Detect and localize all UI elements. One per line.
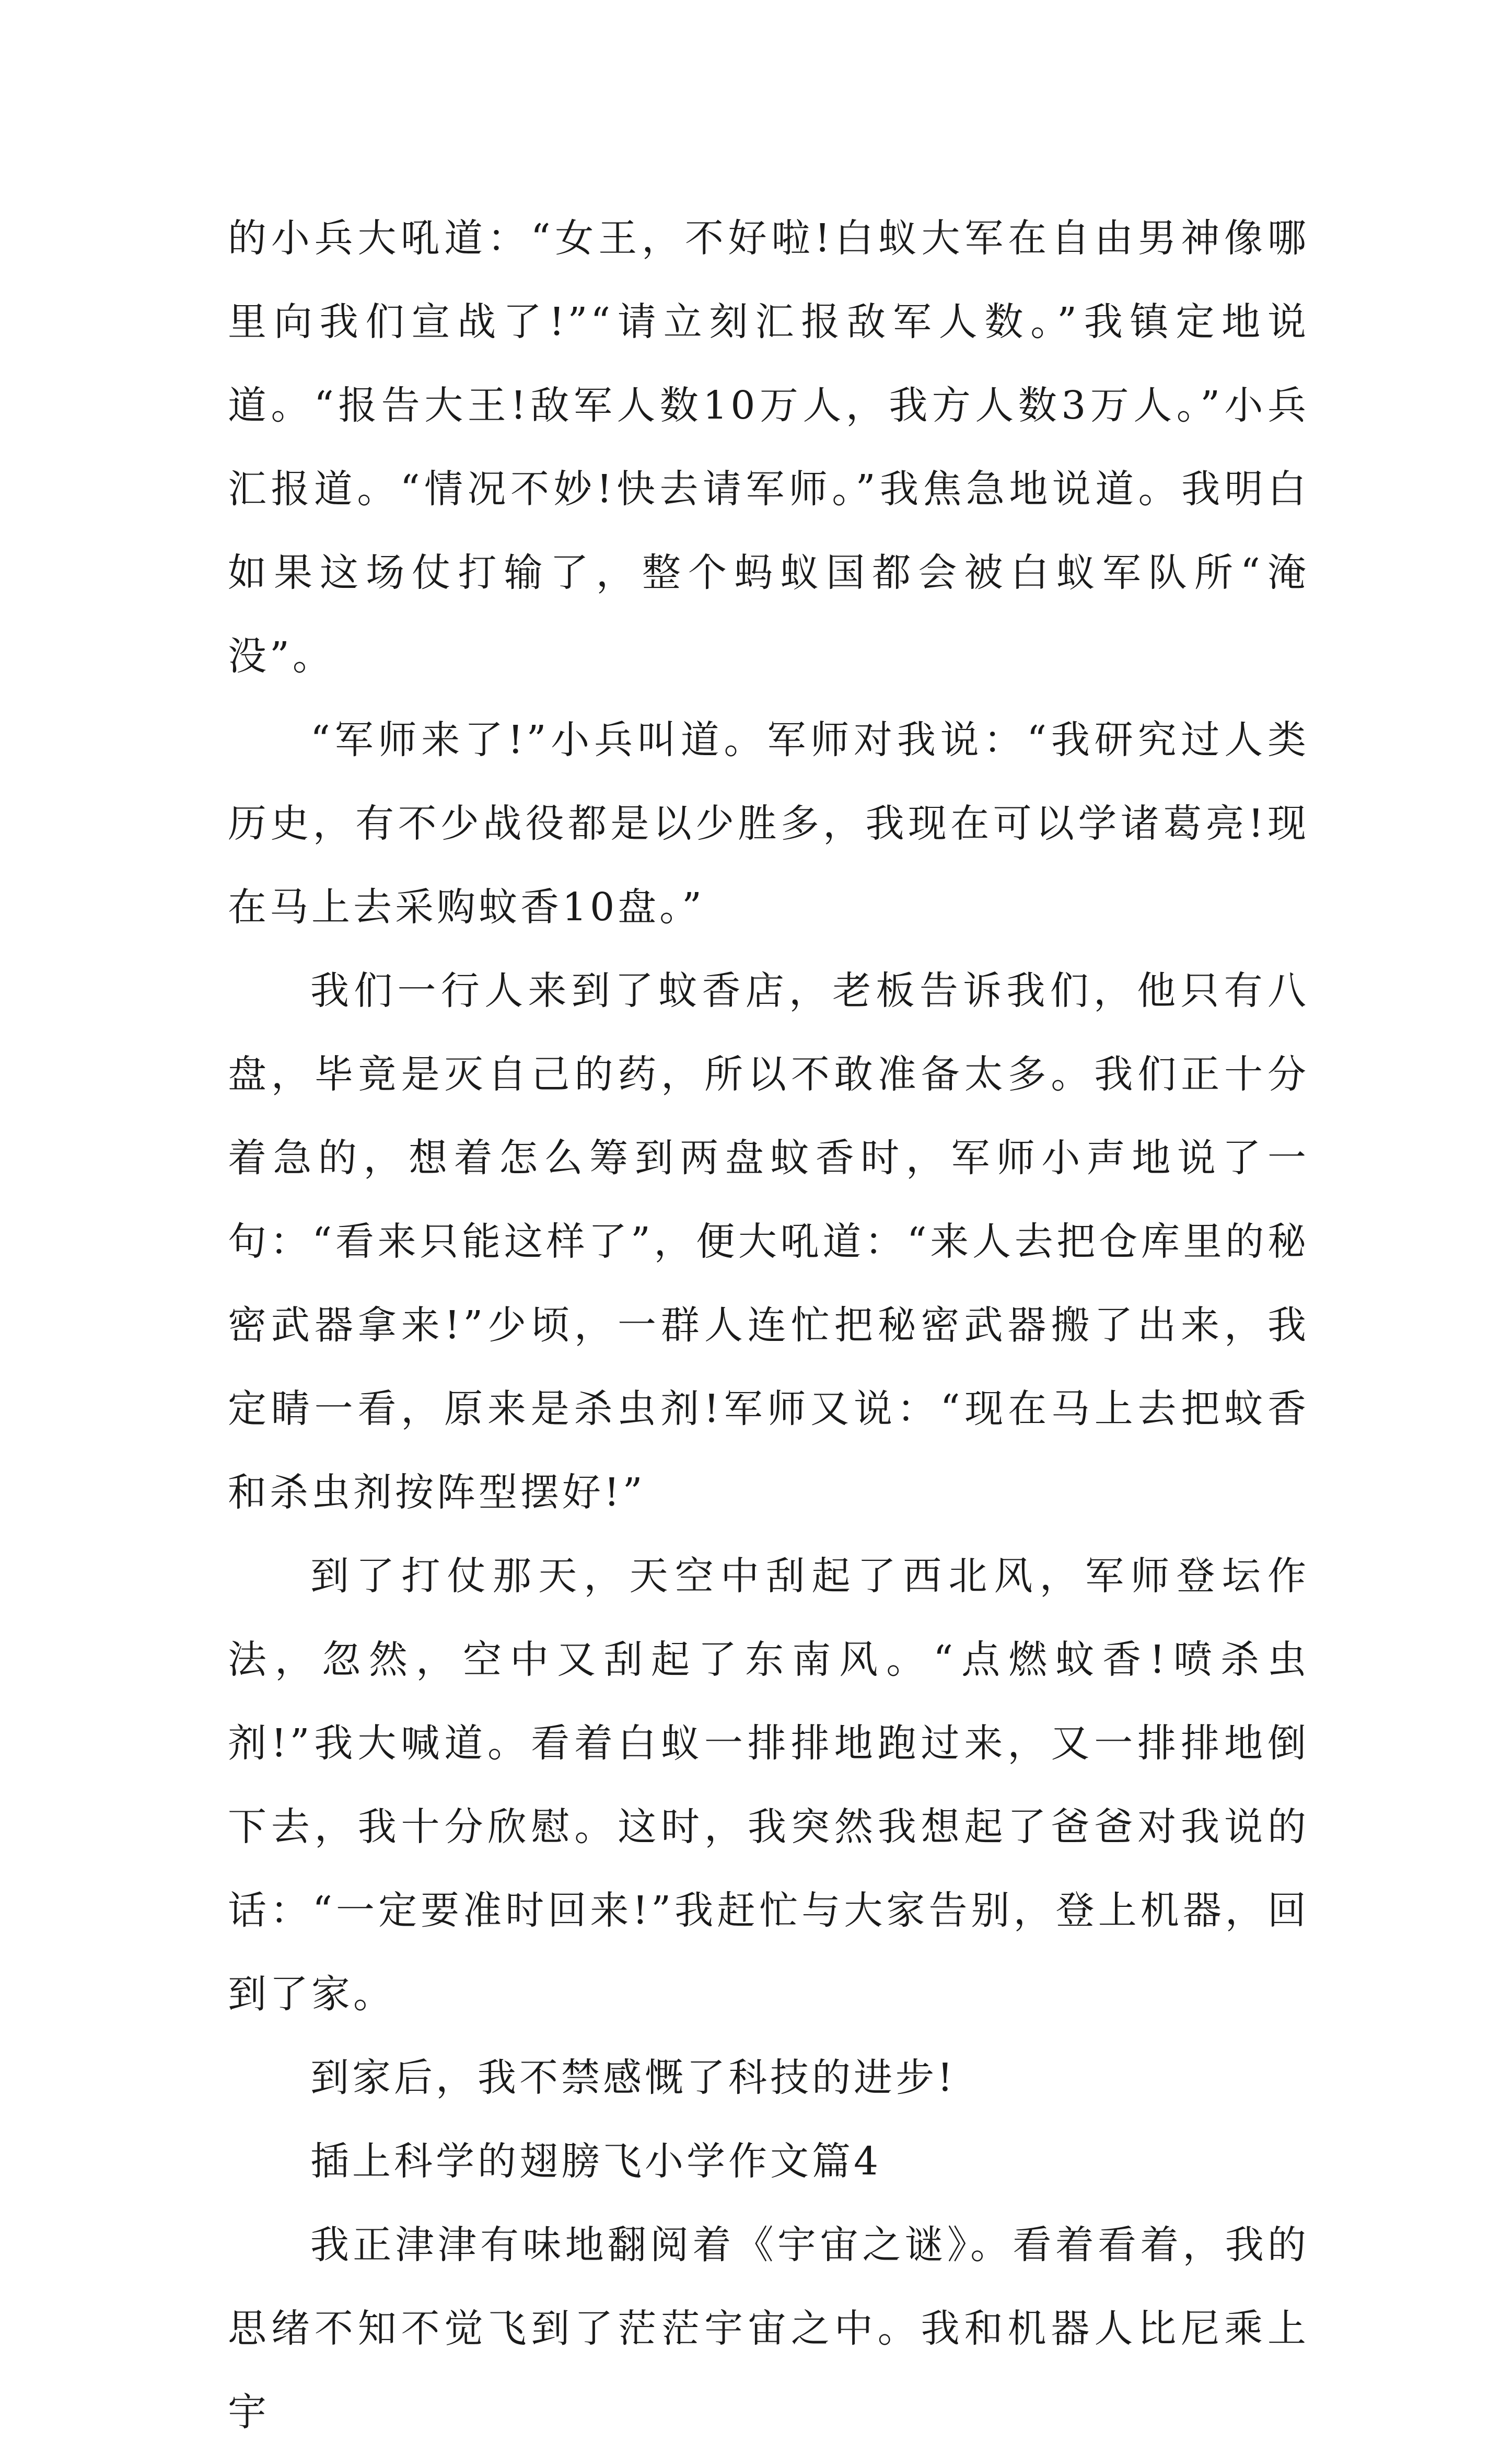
paragraph-7: 我正津津有味地翻阅着《宇宙之谜》。看着看着，我的思绪不知不觉飞到了茫茫宇宙之中。我和机器人比尼乘上宇	[228, 2223, 1309, 2435]
section-heading: 插上科学的翅膀飞小学作文篇4	[310, 2139, 882, 2184]
paragraph-2: “军师来了!”小兵叫道。军师对我说：“我研究过人类历史，有不少战役都是以少胜多，我现在可以学诸葛亮!现在马上去采购蚊香10盘。”	[228, 717, 1309, 930]
paragraph-4: 到了打仗那天，天空中刮起了西北风，军师登坛作法，忽然，空中又刮起了东南风。“点燃蚊香!喷杀虫剂!”我大喊道。看着白蚁一排排地跑过来，又一排排地倒下去，我十分欣慰。这时，我突然我想起了爸爸对我说的话：“一定要准时回来!”我赶忙与大家告别，登上机器，回到了家。	[228, 1554, 1309, 2017]
paragraph-1: 的小兵大吼道：“女王，不好啦!白蚁大军在自由男神像哪里向我们宣战了!”“请立刻汇报敌军人数。”我镇定地说道。“报告大王!敌军人数10万人，我方人数3万人。”小兵汇报道。“情况不妙!快去请军师。”我焦急地说道。我明白如果这场仗打输了，整个蚂蚁国都会被白蚁军队所“淹没”。	[228, 216, 1309, 679]
document-body	[228, 196, 1309, 2454]
paragraph-3: 我们一行人来到了蚊香店，老板告诉我们，他只有八盘，毕竟是灭自己的药，所以不敢准备太多。我们正十分着急的，想着怎么筹到两盘蚊香时，军师小声地说了一句：“看来只能这样了”，便大吼道：“来人去把仓库里的秘密武器拿来!”少顷，一群人连忙把秘密武器搬了出来，我定睛一看，原来是杀虫剂!军师又说：“现在马上去把蚊香和杀虫剂按阵型摆好!”	[228, 968, 1309, 1515]
paragraph-5: 到家后，我不禁感慨了科技的进步!	[310, 2055, 956, 2100]
